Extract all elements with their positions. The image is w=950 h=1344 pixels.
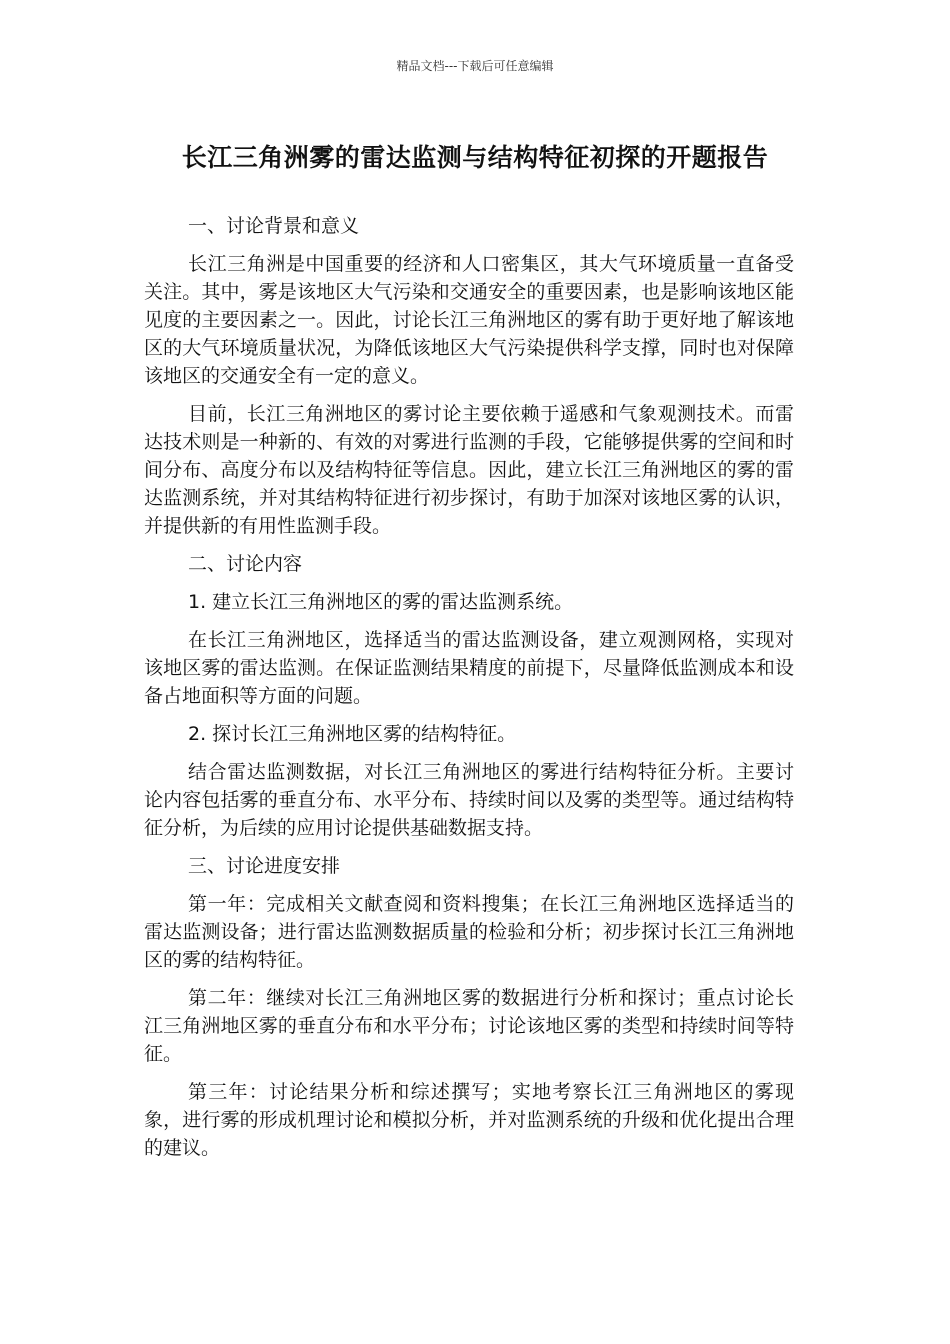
section-heading-schedule: 三、讨论进度安排 (188, 855, 341, 877)
section-heading-content: 二、讨论内容 (188, 553, 303, 575)
paragraph: 第二年：继续对长江三角洲地区雾的数据进行分析和探讨；重点讨论长江三角洲地区雾的垂直分布和水平分布；讨论该地区雾的类型和持续时间等特征。 (144, 987, 794, 1065)
paragraph: 长江三角洲是中国重要的经济和人口密集区，其大气环境质量一直备受关注。其中，雾是该地区大气污染和交通安全的重要因素，也是影响该地区能见度的主要因素之一。因此，讨论长江三角洲地区的雾有助于更好地了解该地区的大气环境质量状况，为降低该地区大气污染提供科学支撑，同时也对保障该地区的交通安全有一定的意义。 (144, 253, 794, 387)
paragraph: 第三年：讨论结果分析和综述撰写；实地考察长江三角洲地区的雾现象，进行雾的形成机理讨论和模拟分析，并对监测系统的升级和优化提出合理的建议。 (144, 1081, 794, 1159)
paragraph: 目前，长江三角洲地区的雾讨论主要依赖于遥感和气象观测技术。而雷达技术则是一种新的、有效的对雾进行监测的手段，它能够提供雾的空间和时间分布、高度分布以及结构特征等信息。因此，建立长江三角洲地区的雾的雷达监测系统，并对其结构特征进行初步探讨，有助于加深对该地区雾的认识，并提供新的有用性监测手段。 (144, 403, 794, 537)
header-note: 精品文档---下载后可任意编辑 (396, 59, 554, 73)
list-item: 2. 探讨长江三角洲地区雾的结构特征。 (188, 723, 517, 745)
paragraph: 结合雷达监测数据，对长江三角洲地区的雾进行结构特征分析。主要讨论内容包括雾的垂直分布、水平分布、持续时间以及雾的类型等。通过结构特征分析，为后续的应用讨论提供基础数据支持。 (144, 761, 794, 839)
section-heading-background: 一、讨论背景和意义 (188, 215, 360, 237)
document-body (144, 212, 794, 1172)
list-item: 1. 建立长江三角洲地区的雾的雷达监测系统。 (188, 591, 574, 613)
paragraph: 第一年：完成相关文献查阅和资料搜集；在长江三角洲地区选择适当的雷达监测设备；进行雷达监测数据质量的检验和分析；初步探讨长江三角洲地区的雾的结构特征。 (144, 893, 794, 971)
document-title: 长江三角洲雾的雷达监测与结构特征初探的开题报告 (181, 143, 769, 172)
paragraph: 在长江三角洲地区，选择适当的雷达监测设备，建立观测网格，实现对该地区雾的雷达监测。在保证监测结果精度的前提下，尽量降低监测成本和设备占地面积等方面的问题。 (144, 629, 794, 707)
